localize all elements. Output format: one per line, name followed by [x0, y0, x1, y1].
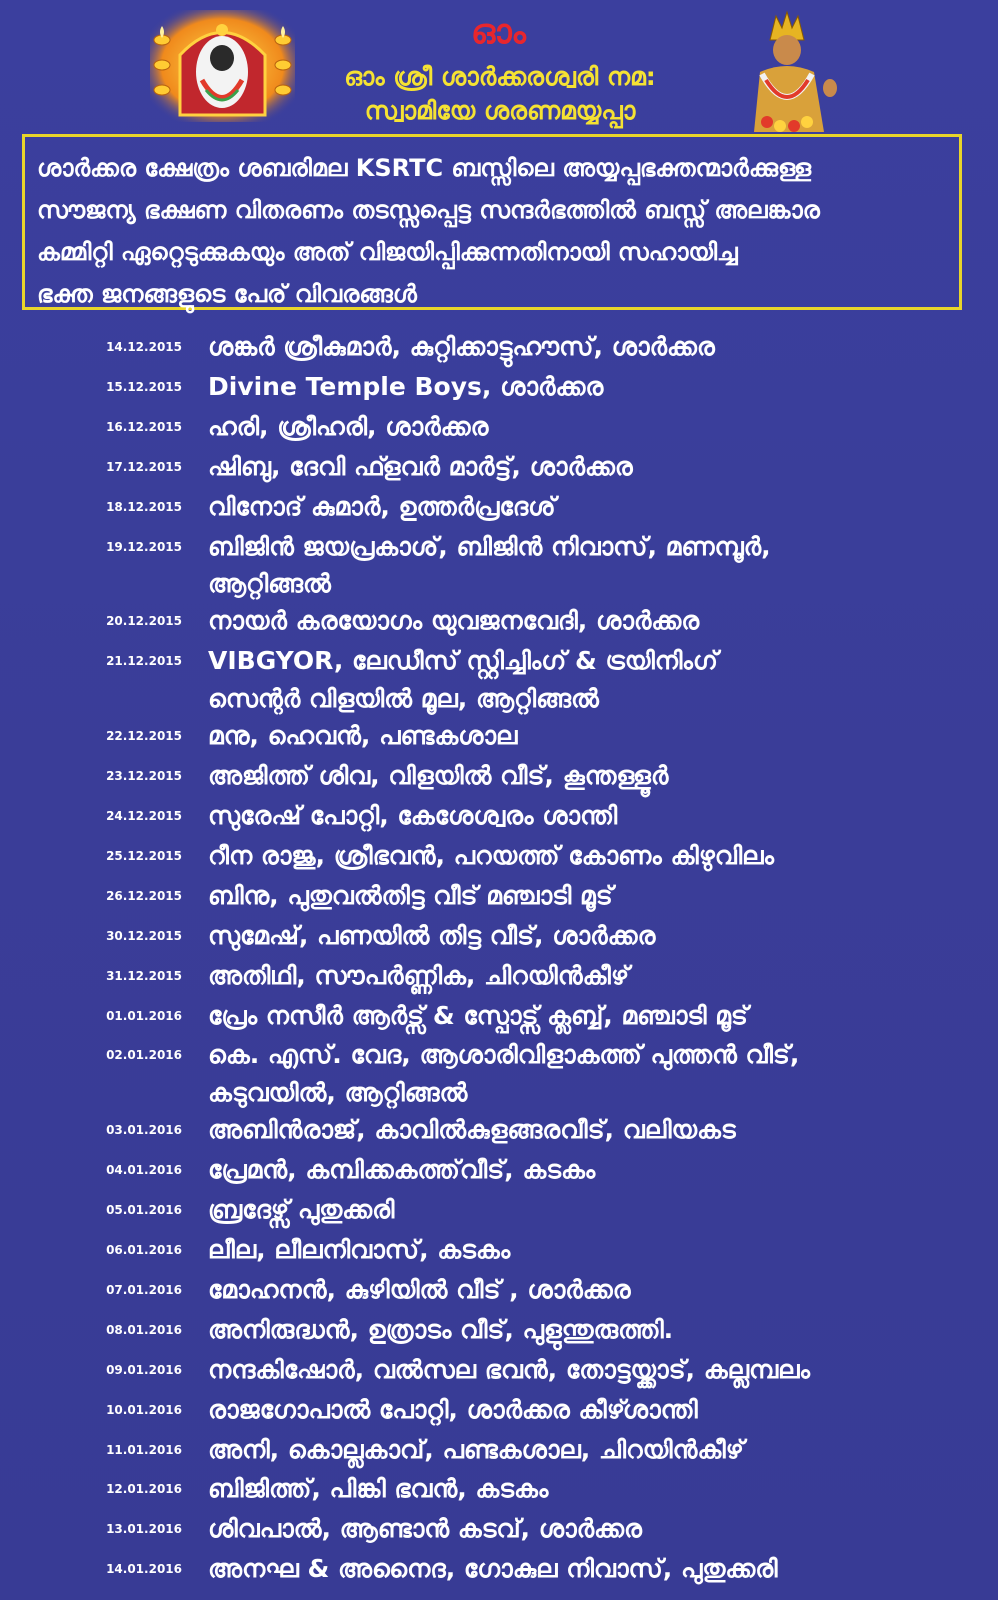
- entry-name-line: നായർ കരയോഗം യുവജനവേദി, ശാർക്കര: [208, 606, 700, 636]
- entry-date: 21.12.2015: [106, 654, 182, 669]
- entry-date: 18.12.2015: [106, 499, 182, 514]
- entry-date: 14.12.2015: [106, 340, 182, 354]
- entry-name-line: കടുവയിൽ, ആറ്റിങ്ങൽ: [208, 1077, 468, 1107]
- entry-name-line: ബിനു, പുതുവൽതിട്ട വീട് മഞ്ചാടി മൂട്: [208, 880, 613, 910]
- entry-name: [208, 1191, 964, 1229]
- entry-date: 08.01.2016: [106, 1322, 182, 1337]
- entry-name: [208, 1151, 964, 1189]
- entry-name-line: നന്ദകിഷോർ, വൽസല ഭവൻ, തോട്ടയ്ക്കാട്, കല്ലമ്പലം: [208, 1354, 810, 1384]
- entry-name-line: അനിരുദ്ധൻ, ഉത്രാടം വീട്, പുളുന്തുരുത്തി.: [208, 1314, 674, 1344]
- entry-name-line: ശങ്കർ ശ്രീകുമാർ, കുറ്റിക്കാട്ടുഹൗസ്, ശാർക്കര: [208, 332, 715, 361]
- list-item: [0, 1036, 964, 1109]
- entry-name-line: അജിത്ത് ശിവ, വിളയിൽ വീട്, കൂന്തള്ളൂർ: [208, 761, 669, 791]
- entry-name-line: VIBGYOR, ലേഡീസ് സ്റ്റിച്ചിംഗ് & ട്രയിനിംഗ്: [208, 646, 718, 676]
- entry-date: 24.12.2015: [106, 809, 182, 823]
- entry-name: [208, 1351, 964, 1389]
- entry-date: 05.01.2016: [106, 1203, 182, 1218]
- list-item: [0, 1111, 964, 1149]
- list-item: [0, 917, 964, 955]
- entry-date: 26.12.2015: [106, 888, 182, 903]
- list-item: [0, 1431, 964, 1469]
- list-item: [0, 408, 964, 446]
- list-item: [0, 1470, 964, 1508]
- entry-date: 11.01.2016: [106, 1442, 182, 1457]
- entry-name-line: പ്രേം നസീർ ആർട്സ് & സ്പോട്സ് ക്ലബ്ബ്, മഞ്ചാടി മൂട്: [208, 1000, 748, 1030]
- notice-line: ശാർക്കര ക്ഷേത്രം ശബരിമല KSRTC ബസ്സിലെ അയ്യപ്പഭക്തന്മാർക്കുള്ള: [37, 154, 812, 182]
- entry-name-line: രാജഗോപാൽ പോറ്റി, ശാർക്കര കീഴ്ശാന്തി: [208, 1394, 698, 1424]
- list-item: [0, 602, 964, 640]
- entry-name: [208, 328, 964, 366]
- entry-name: [208, 408, 964, 446]
- entry-name: [208, 1036, 964, 1109]
- entry-name-line: ബ്രദേഴ്സ് പുതുക്കരി: [208, 1195, 395, 1225]
- entry-date: 30.12.2015: [106, 928, 182, 943]
- list-item: [0, 1151, 964, 1189]
- entry-name-line: റീന രാജു, ശ്രീഭവൻ, പറയത്ത് കോണം കിഴുവിലം: [208, 840, 774, 870]
- entry-name: [208, 757, 964, 795]
- list-item: [0, 797, 964, 835]
- list-item: [0, 1351, 964, 1389]
- entry-name-line: അതിഥി, സൗപർണ്ണിക, ചിറയിൻകീഴ്: [208, 960, 630, 990]
- list-item: [0, 1311, 964, 1349]
- entry-name-line: മോഹനൻ, കുഴിയിൽ വീട് , ശാർക്കര: [208, 1274, 631, 1304]
- list-item: [0, 1510, 964, 1548]
- entry-date: 25.12.2015: [106, 848, 182, 863]
- entry-name: [208, 1311, 964, 1349]
- entry-date: 19.12.2015: [106, 539, 182, 554]
- entry-name: [208, 997, 964, 1035]
- list-item: [0, 717, 964, 755]
- entry-date: 20.12.2015: [106, 614, 182, 629]
- list-item: [0, 957, 964, 995]
- entry-name-line: ലീല, ലീലനിവാസ്, കടകം: [208, 1235, 511, 1264]
- entry-date: 17.12.2015: [106, 459, 182, 474]
- entry-name: [208, 1111, 964, 1149]
- list-item: [0, 1271, 964, 1309]
- entry-name: [208, 1271, 964, 1309]
- entry-name-line: ഹരി, ശ്രീഹരി, ശാർക്കര: [208, 411, 489, 441]
- list-item: [0, 328, 964, 366]
- mantra-line-2: സ്വാമിയേ ശരണമയ്യപ്പാ: [364, 96, 636, 125]
- entry-date: 09.01.2016: [106, 1362, 182, 1377]
- notice-line: കമ്മിറ്റി ഏറ്റെടുക്കുകയും അത് വിജയിപ്പിക്കുന്നതിനായി സഹായിച്ച: [37, 238, 738, 266]
- entry-date: 12.01.2016: [106, 1482, 182, 1497]
- header: [0, 0, 998, 132]
- entry-name: [208, 368, 964, 406]
- entry-name-line: ബിജിത്ത്, പിങ്കി ഭവൻ, കടകം: [208, 1474, 549, 1504]
- entry-name: [208, 642, 964, 715]
- entry-name-line: വിനോദ് കുമാർ, ഉത്തർപ്രദേശ്: [208, 491, 556, 521]
- entry-date: 06.01.2016: [106, 1243, 182, 1257]
- entry-date: 04.01.2016: [106, 1163, 182, 1178]
- entry-name-line: Divine Temple Boys, ശാർക്കര: [208, 371, 604, 401]
- entry-name: [208, 528, 964, 601]
- entry-date: 23.12.2015: [106, 769, 182, 784]
- entry-name-line: സുരേഷ് പോറ്റി, കേശേശ്വരം ശാന്തി: [208, 801, 618, 830]
- entry-name: [208, 1231, 964, 1269]
- entry-name-line: അനി, കൊല്ലകാവ്, പണ്ടകശാല, ചിറയിൻകീഴ്: [208, 1434, 744, 1464]
- entry-name-line: പ്രേമൻ, കമ്പിക്കകത്ത്‌വീട്, കടകം: [208, 1155, 596, 1185]
- notice-box: [22, 134, 962, 310]
- entry-name-line: അനഘ & അനൈദ, ഗോകുല നിവാസ്, പുതുക്കരി: [208, 1554, 778, 1584]
- entry-name-line: ബിജിൻ ജയപ്രകാശ്, ബിജിൻ നിവാസ്, മണമ്പൂർ,: [208, 531, 771, 561]
- entry-name: [208, 1510, 964, 1548]
- entry-name-line: കെ. എസ്. വേദ, ആശാരിവിളാകത്ത് പുത്തൻ വീട്,: [208, 1040, 800, 1070]
- list-item: [0, 757, 964, 795]
- list-item: [0, 642, 964, 715]
- list-item: [0, 528, 964, 601]
- list-item: [0, 368, 964, 406]
- entry-name: [208, 602, 964, 640]
- entry-name: [208, 797, 964, 835]
- notice-line: സൗജന്യ ഭക്ഷണ വിതരണം തടസ്സപ്പെട്ട സന്ദർഭത്തിൽ ബസ്സ് അലങ്കാര: [37, 196, 820, 224]
- entry-name-line: ഷിബു, ദേവി ഫ്ളവർ മാർട്ട്, ശാർക്കര: [208, 451, 633, 481]
- entry-date: 22.12.2015: [106, 729, 182, 744]
- entry-name: [208, 917, 964, 955]
- entry-name: [208, 957, 964, 995]
- entry-name-line: ശിവപാൽ, ആണ്ടാൻ കടവ്, ശാർക്കര: [208, 1514, 642, 1544]
- entry-name-line: സുമേഷ്, പണയിൽ തിട്ട വീട്, ശാർക്കര: [208, 920, 656, 950]
- list-item: [0, 488, 964, 526]
- entry-name: [208, 448, 964, 486]
- entry-name-line: അബിൻരാജ്, കാവിൽകുളങ്ങരവീട്, വലിയകട: [208, 1115, 736, 1145]
- entry-name-line: ആറ്റിങ്ങൽ: [208, 568, 331, 598]
- entry-name: [208, 837, 964, 875]
- entry-date: 31.12.2015: [106, 968, 182, 983]
- list-item: [0, 1231, 964, 1269]
- entry-date: 02.01.2016: [106, 1048, 182, 1063]
- entry-date: 01.01.2016: [106, 1008, 182, 1023]
- entry-date: 15.12.2015: [106, 379, 182, 394]
- entry-date: 10.01.2016: [106, 1402, 182, 1417]
- entry-date: 14.01.2016: [106, 1562, 182, 1577]
- entry-name: [208, 1550, 964, 1588]
- entry-name: [208, 877, 964, 915]
- list-item: [0, 1391, 964, 1429]
- entry-name: [208, 488, 964, 526]
- entry-date: 07.01.2016: [106, 1282, 182, 1297]
- entry-name-line: മനു, ഹെവൻ, പണ്ടകശാല: [208, 721, 518, 751]
- entry-date: 03.01.2016: [106, 1123, 182, 1138]
- entry-name: [208, 1470, 964, 1508]
- list-item: [0, 997, 964, 1035]
- list-item: [0, 1550, 964, 1588]
- entry-date: 16.12.2015: [106, 419, 182, 434]
- entry-name: [208, 1431, 964, 1469]
- list-item: [0, 837, 964, 875]
- list-item: [0, 448, 964, 486]
- entry-name: [208, 1391, 964, 1429]
- ayyappa-image-icon: [732, 10, 842, 132]
- entry-date: 13.01.2016: [106, 1522, 182, 1537]
- om-heading: ഓം: [471, 12, 527, 52]
- list-item: [0, 1191, 964, 1229]
- list-item: [0, 877, 964, 915]
- entry-name: [208, 717, 964, 755]
- entry-name-line: സെന്റർ വിളയിൽ മൂല, ആറ്റിങ്ങൽ: [208, 683, 599, 713]
- notice-line: ഭക്ത ജനങ്ങളുടെ പേര് വിവരങ്ങൾ: [37, 280, 417, 308]
- mantra-line-1: ഓം ശ്രീ ശാർക്കരശ്വരി നമ:: [344, 62, 656, 91]
